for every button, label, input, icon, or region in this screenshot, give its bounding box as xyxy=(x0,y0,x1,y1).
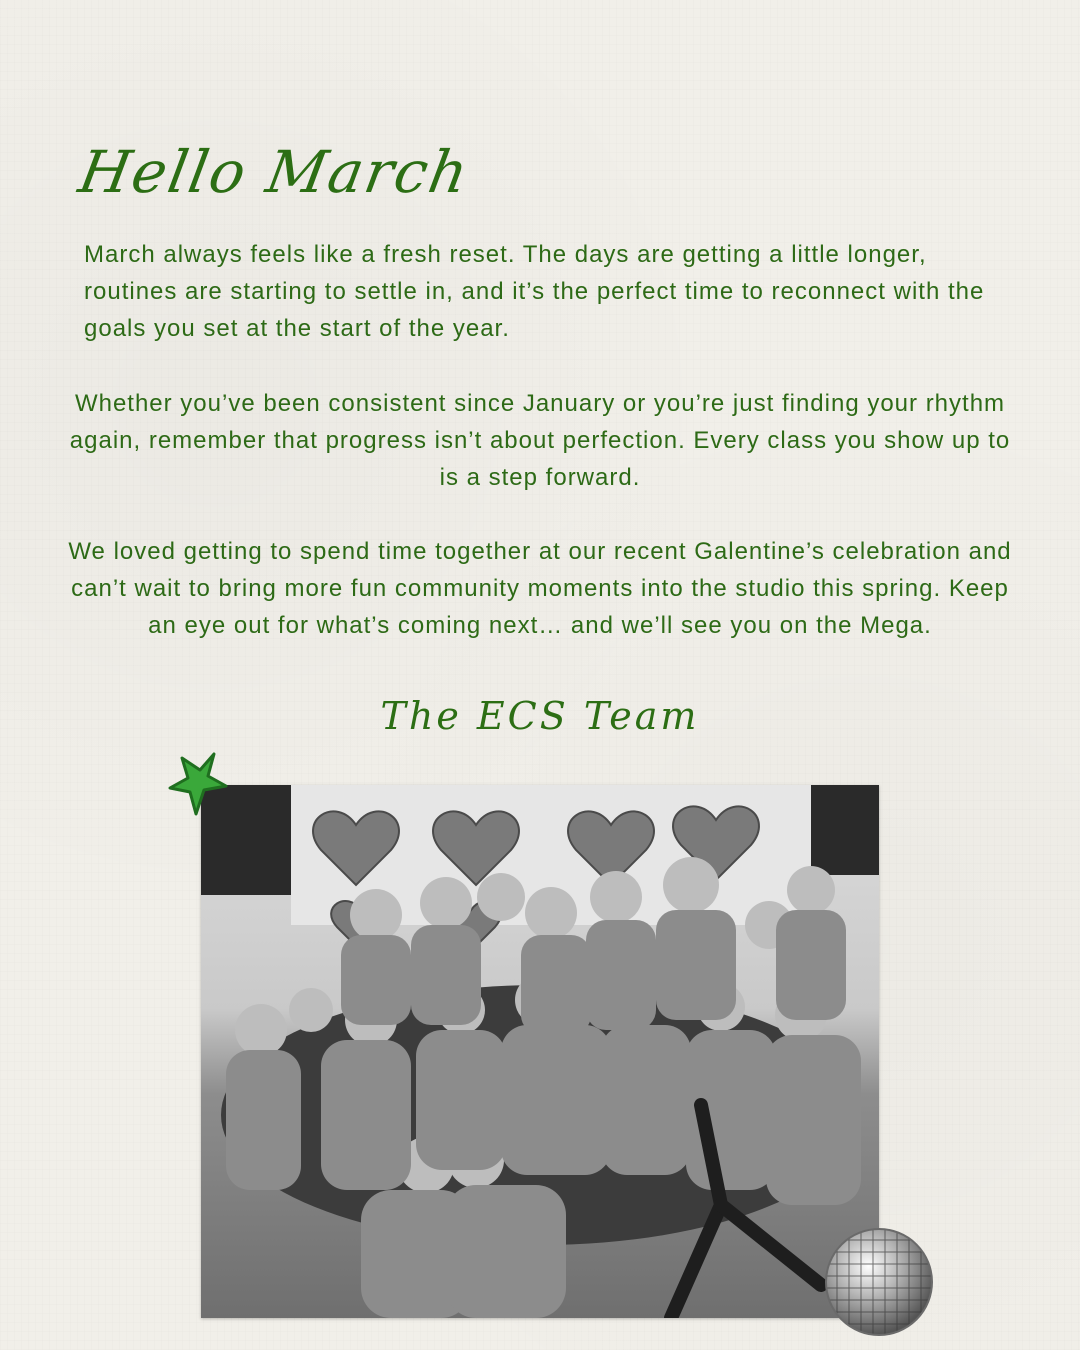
group-photo-illustration xyxy=(201,785,879,1318)
group-photo xyxy=(201,785,879,1318)
paragraph-intro: March always feels like a fresh reset. The days are getting a little longer, routines are starting to settle in, and it’s the perfect time to reconnect with the goals you set at the start of the year. xyxy=(84,241,985,342)
paragraph-galentines: We loved getting to spend time together at our recent Galentine’s celebration and can’t wait to bring more fun community moments into the studio this spring. Keep an eye out for what’s coming next… and we’ll see you on the Mega. xyxy=(68,538,1012,639)
paragraph-progress: Whether you’ve been consistent since January or you’re just finding your rhythm again, remember that progress isn’t about perfection. Every class you show up to is a step forward. xyxy=(69,390,1011,491)
disco-ball-icon xyxy=(823,1226,935,1338)
heading-hello-march: Hello March xyxy=(74,138,475,206)
star-icon xyxy=(168,752,228,818)
signature: The ECS Team xyxy=(380,694,700,738)
